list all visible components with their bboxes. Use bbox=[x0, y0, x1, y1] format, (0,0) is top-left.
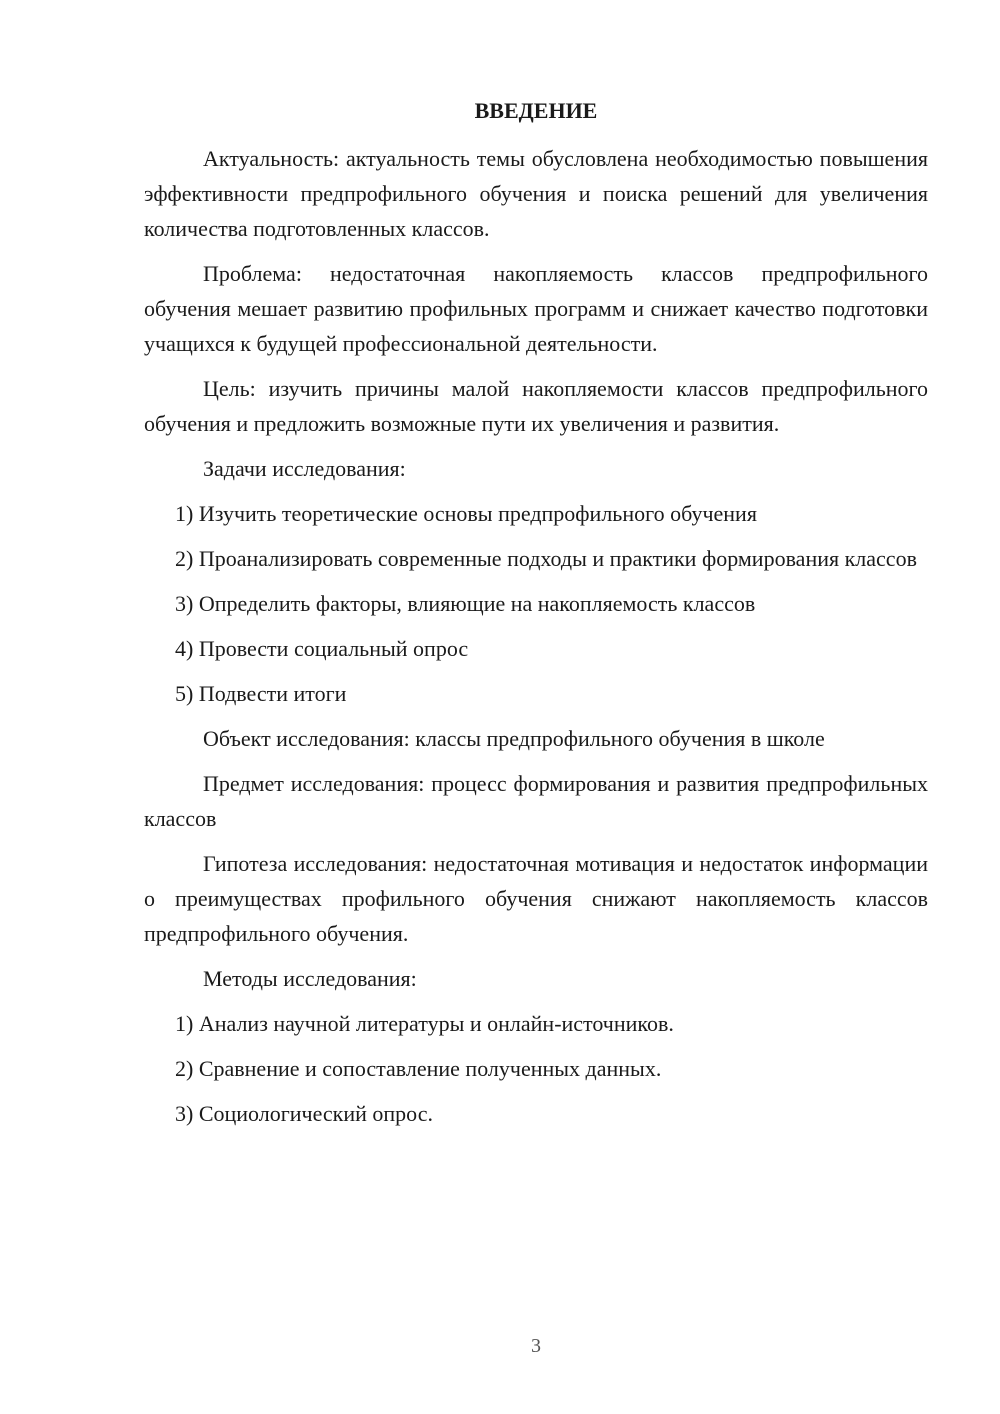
relevance-paragraph: Актуальность: актуальность темы обусловлена необходимостью повышения эффективности предпрофильного обучения и поиска решений для увеличения количества подготовленных классов. bbox=[144, 146, 928, 241]
task-item: 1) Изучить теоретические основы предпрофильного обучения bbox=[175, 501, 757, 526]
problem-paragraph: Проблема: недостаточная накопляемость классов предпрофильного обучения мешает развитию профильных программ и снижает качество подготовки учащихся к будущей профессиональной деятельности. bbox=[144, 261, 928, 356]
goal-paragraph: Цель: изучить причины малой накопляемости классов предпрофильного обучения и предложить возможные пути их увеличения и развития. bbox=[144, 376, 928, 436]
task-item: 3) Определить факторы, влияющие на накопляемость классов bbox=[175, 591, 756, 616]
tasks-heading: Задачи исследования: bbox=[203, 456, 406, 481]
hypothesis-paragraph: Гипотеза исследования: недостаточная мотивация и недостаток информации о преимуществах профильного обучения снижают накопляемость классов предпрофильного обучения. bbox=[144, 851, 928, 946]
task-item: 4) Провести социальный опрос bbox=[175, 636, 469, 661]
page-number: 3 bbox=[531, 1335, 541, 1357]
method-item: 3) Социологический опрос. bbox=[175, 1101, 433, 1126]
method-item: 2) Сравнение и сопоставление полученных данных. bbox=[175, 1056, 662, 1081]
methods-heading: Методы исследования: bbox=[203, 966, 417, 991]
method-item: 1) Анализ научной литературы и онлайн-источников. bbox=[175, 1011, 674, 1036]
document-body bbox=[144, 141, 928, 1141]
task-item: 2) Проанализировать современные подходы и практики формирования классов bbox=[175, 546, 917, 571]
object-paragraph: Объект исследования: классы предпрофильного обучения в школе bbox=[203, 726, 825, 751]
subject-paragraph: Предмет исследования: процесс формирования и развития предпрофильных классов bbox=[144, 771, 928, 831]
page-title: ВВЕДЕНИЕ bbox=[474, 98, 598, 123]
task-item: 5) Подвести итоги bbox=[175, 681, 347, 706]
